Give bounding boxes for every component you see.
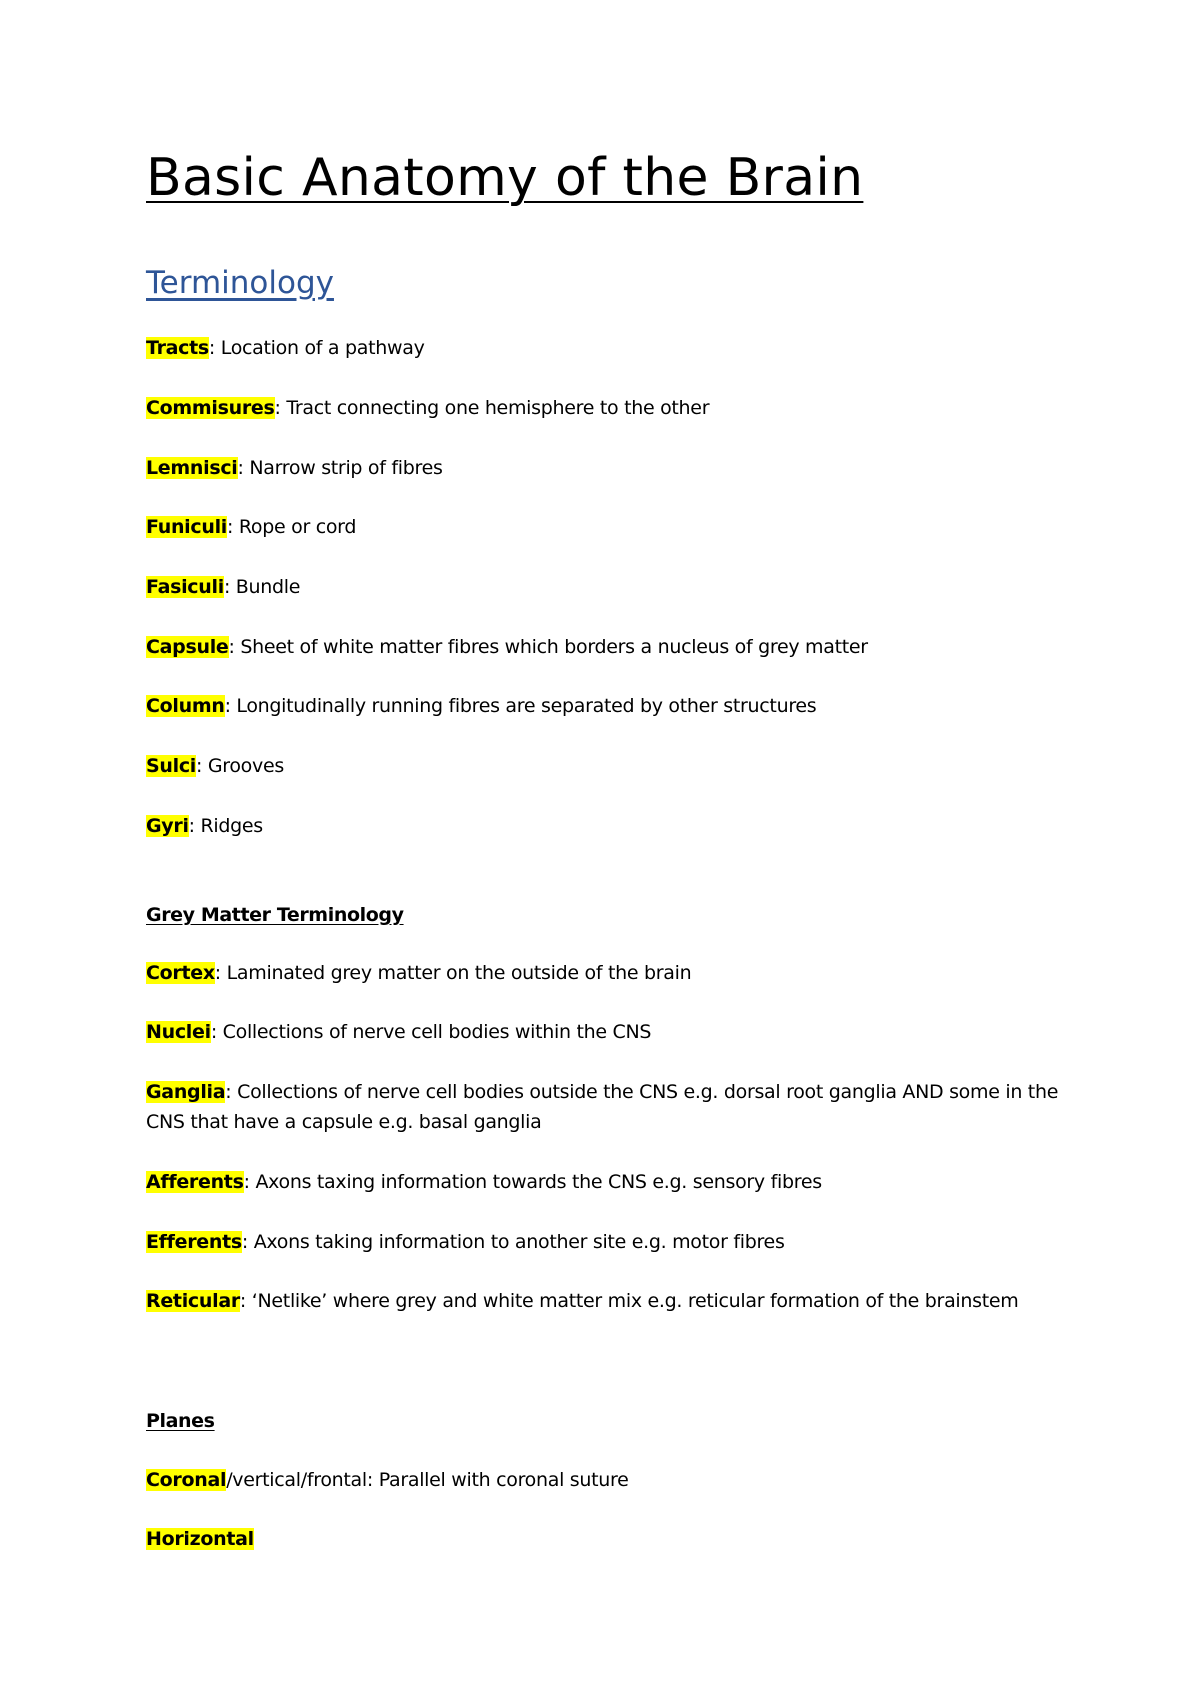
section-heading-terminology: Terminology — [146, 265, 334, 301]
term-highlight: Capsule — [146, 636, 229, 658]
term-highlight: Commisures — [146, 397, 275, 419]
section-heading-grey-matter: Grey Matter Terminology — [146, 904, 404, 926]
definition-text: /vertical/frontal: Parallel with coronal suture — [226, 1469, 629, 1491]
term-highlight: Nuclei — [146, 1021, 211, 1043]
definition-entry — [146, 632, 1066, 662]
definition-entry — [146, 1524, 1066, 1554]
definition-text: : ‘Netlike’ where grey and white matter mix e.g. reticular formation of the brainstem — [239, 1290, 1019, 1312]
document-title: Basic Anatomy of the Brain — [146, 148, 864, 208]
definition-text: : Grooves — [196, 755, 284, 777]
definition-entry — [146, 333, 1066, 363]
term-highlight: Funiculi — [146, 516, 228, 538]
definition-text: : Collections of nerve cell bodies within the CNS — [210, 1021, 652, 1043]
definition-entry — [146, 1167, 1066, 1197]
definition-entry — [146, 1465, 1066, 1495]
definition-text: : Tract connecting one hemisphere to the other — [274, 397, 710, 419]
definition-text: : Rope or cord — [227, 516, 357, 538]
term-highlight: Efferents — [146, 1231, 242, 1253]
term-highlight: Horizontal — [146, 1528, 254, 1550]
term-highlight: Gyri — [146, 815, 189, 837]
term-highlight: Fasiculi — [146, 576, 224, 598]
definition-text: : Axons taxing information towards the CNS e.g. sensory fibres — [243, 1171, 822, 1193]
definition-entry — [146, 393, 1066, 423]
term-highlight: Reticular — [146, 1290, 240, 1312]
definition-text: : Longitudinally running fibres are separated by other structures — [224, 695, 817, 717]
definition-entry — [146, 512, 1066, 542]
definition-text: : Sheet of white matter fibres which borders a nucleus of grey matter — [228, 636, 868, 658]
definition-entry — [146, 1286, 1066, 1316]
term-highlight: Tracts — [146, 337, 209, 359]
term-highlight: Ganglia — [146, 1081, 226, 1103]
definition-entry — [146, 811, 1066, 841]
definition-text: : Collections of nerve cell bodies outside the CNS e.g. dorsal root ganglia AND some in the CNS that have a capsule e.g. basal ganglia — [146, 1081, 1059, 1133]
definition-text: : Location of a pathway — [208, 337, 425, 359]
term-highlight: Afferents — [146, 1171, 244, 1193]
section-heading-planes: Planes — [146, 1410, 215, 1432]
definition-entry — [146, 1227, 1066, 1257]
definition-entry — [146, 1017, 1066, 1047]
definition-text: : Ridges — [188, 815, 263, 837]
definition-entry — [146, 691, 1066, 721]
definition-entry — [146, 751, 1066, 781]
definition-entry — [146, 1077, 1066, 1137]
term-highlight: Sulci — [146, 755, 196, 777]
definition-text: : Laminated grey matter on the outside of the brain — [214, 962, 692, 984]
definition-text: : Narrow strip of fibres — [237, 457, 443, 479]
term-highlight: Column — [146, 695, 225, 717]
term-highlight: Lemnisci — [146, 457, 238, 479]
definition-text: : Bundle — [223, 576, 301, 598]
definition-entry — [146, 958, 1066, 988]
definition-entry — [146, 453, 1066, 483]
definition-text: : Axons taking information to another site e.g. motor fibres — [241, 1231, 785, 1253]
term-highlight: Cortex — [146, 962, 215, 984]
definition-entry — [146, 572, 1066, 602]
term-highlight: Coronal — [146, 1469, 227, 1491]
